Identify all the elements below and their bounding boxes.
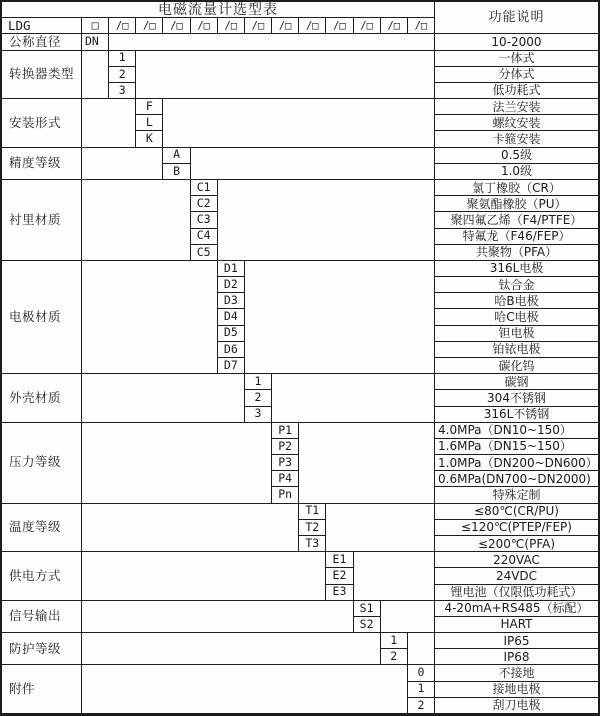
code-cell: 0	[408, 665, 435, 681]
model-code-slash-box: /□	[299, 18, 326, 34]
code-cell: C1	[191, 180, 218, 196]
description-cell: 聚四氟乙烯（F4/PTFE）	[435, 212, 598, 228]
description-cell: 特殊定制	[435, 487, 598, 503]
model-code-slash-box: /□	[163, 18, 190, 34]
category-label: 衬里材质	[2, 180, 82, 261]
description-cell: IP65	[435, 633, 598, 649]
category-label: 温度等级	[2, 504, 82, 553]
description-cell: 一体式	[435, 51, 598, 67]
code-cell: 3	[109, 83, 136, 99]
description-cell: 刮刀电极	[435, 698, 598, 714]
description-cell: 哈B电极	[435, 293, 598, 309]
code-cell: E2	[326, 568, 353, 584]
description-cell: 分体式	[435, 67, 598, 83]
empty-cell	[163, 99, 435, 148]
code-cell: D4	[218, 309, 245, 325]
model-code-slash-box: /□	[272, 18, 299, 34]
empty-cell	[354, 552, 435, 601]
description-cell: 接地电极	[435, 682, 598, 698]
description-cell: ≤200℃(PFA)	[435, 536, 598, 552]
model-code-slash-box: /□	[109, 18, 136, 34]
model-code-slash-box: /□	[381, 18, 408, 34]
code-cell: A	[163, 148, 190, 164]
category-label: 防护等级	[2, 633, 82, 665]
empty-cell	[82, 261, 218, 374]
code-cell: Pn	[272, 487, 299, 503]
description-cell: 0.6MPa(DN700~DN2000)	[435, 471, 598, 487]
description-cell: ≤120℃(PTEP/FEP)	[435, 520, 598, 536]
description-cell: 4-20mA+RS485（标配）	[435, 601, 598, 617]
code-cell: P2	[272, 439, 299, 455]
description-cell: 24VDC	[435, 568, 598, 584]
category-label: 外壳材质	[2, 374, 82, 423]
empty-cell	[191, 148, 435, 180]
code-cell: S2	[354, 617, 381, 633]
empty-cell	[109, 34, 435, 50]
category-label: 公称直径	[2, 34, 82, 50]
code-cell: 2	[381, 649, 408, 665]
empty-cell	[136, 51, 435, 100]
empty-cell	[82, 633, 381, 665]
code-cell: D7	[218, 358, 245, 374]
model-code-slash-box: /□	[218, 18, 245, 34]
code-cell: F	[136, 99, 163, 115]
code-cell: T3	[299, 536, 326, 552]
empty-cell	[82, 504, 299, 553]
model-code-slash-box: /□	[354, 18, 381, 34]
code-cell: E3	[326, 585, 353, 601]
code-cell: 1	[245, 374, 272, 390]
model-code-slash-box: /□	[191, 18, 218, 34]
category-label: 安装形式	[2, 99, 82, 148]
code-cell: D2	[218, 277, 245, 293]
description-cell: 特氟龙（F46/FEP）	[435, 229, 598, 245]
description-cell: ≤80℃(CR/PU)	[435, 504, 598, 520]
description-cell: 碳化钨	[435, 358, 598, 374]
code-cell: T2	[299, 520, 326, 536]
description-cell: 316L电极	[435, 261, 598, 277]
model-code-slash-box: /□	[136, 18, 163, 34]
code-cell: DN	[82, 34, 109, 50]
description-cell: 低功耗式	[435, 83, 598, 99]
code-cell: D5	[218, 326, 245, 342]
description-cell: 法兰安装	[435, 99, 598, 115]
description-cell: 锂电池（仅限低功耗式）	[435, 585, 598, 601]
code-cell: S1	[354, 601, 381, 617]
empty-cell	[82, 601, 354, 633]
empty-cell	[245, 261, 435, 374]
code-cell: P4	[272, 471, 299, 487]
empty-cell	[82, 99, 136, 148]
description-cell: 钽电极	[435, 326, 598, 342]
empty-cell	[82, 665, 408, 714]
description-cell: 不接地	[435, 665, 598, 681]
description-cell: HART	[435, 617, 598, 633]
code-cell: 2	[245, 390, 272, 406]
code-cell: D3	[218, 293, 245, 309]
code-cell: 1	[408, 682, 435, 698]
code-cell: B	[163, 164, 190, 180]
model-code-slash-box: /□	[245, 18, 272, 34]
empty-cell	[326, 504, 435, 553]
description-cell: 316L不锈钢	[435, 407, 598, 423]
code-cell: 2	[408, 698, 435, 714]
model-code-slash-box: /□	[408, 18, 435, 34]
description-cell: 哈C电极	[435, 309, 598, 325]
category-label: 压力等级	[2, 423, 82, 504]
description-cell: 氯丁橡胶（CR）	[435, 180, 598, 196]
empty-cell	[272, 374, 435, 423]
function-column-header: 功能说明	[435, 2, 598, 34]
code-cell: C5	[191, 245, 218, 261]
code-cell: D6	[218, 342, 245, 358]
description-cell: 共聚物（PFA）	[435, 245, 598, 261]
description-cell: 1.0MPa（DN200~DN600）	[435, 455, 598, 471]
empty-cell	[82, 374, 245, 423]
description-cell: 4.0MPa（DN10~150）	[435, 423, 598, 439]
description-cell: IP68	[435, 649, 598, 665]
code-cell: T1	[299, 504, 326, 520]
code-cell: 1	[381, 633, 408, 649]
empty-cell	[82, 552, 326, 601]
code-cell: C4	[191, 229, 218, 245]
description-cell: 铂铱电极	[435, 342, 598, 358]
code-cell: 2	[109, 67, 136, 83]
code-cell: C2	[191, 196, 218, 212]
description-cell: 220VAC	[435, 552, 598, 568]
category-label: 电极材质	[2, 261, 82, 374]
code-cell: D1	[218, 261, 245, 277]
description-cell: 卡箍安装	[435, 131, 598, 147]
model-code-prefix: LDG	[2, 18, 82, 34]
category-label: 附件	[2, 665, 82, 714]
empty-cell	[82, 148, 163, 180]
category-label: 信号输出	[2, 601, 82, 633]
description-cell: 聚氨酯橡胶（PU）	[435, 196, 598, 212]
code-cell: P3	[272, 455, 299, 471]
empty-cell	[82, 423, 272, 504]
code-cell: 3	[245, 407, 272, 423]
description-cell: 10-2000	[435, 34, 598, 50]
code-cell: E1	[326, 552, 353, 568]
empty-cell	[82, 180, 191, 261]
category-label: 供电方式	[2, 552, 82, 601]
description-cell: 0.5级	[435, 148, 598, 164]
category-label: 转换器类型	[2, 51, 82, 100]
code-cell: C3	[191, 212, 218, 228]
description-cell: 1.0级	[435, 164, 598, 180]
description-cell: 304不锈钢	[435, 390, 598, 406]
description-cell: 碳钢	[435, 374, 598, 390]
empty-cell	[381, 601, 435, 633]
model-code-slash-box: /□	[326, 18, 353, 34]
empty-cell	[408, 633, 435, 665]
code-cell: 1	[109, 51, 136, 67]
code-cell: L	[136, 115, 163, 131]
code-cell: P1	[272, 423, 299, 439]
code-cell: K	[136, 131, 163, 147]
description-cell: 1.6MPa（DN15~150）	[435, 439, 598, 455]
model-code-box: □	[82, 18, 109, 34]
table-title: 电磁流量计选型表	[2, 2, 435, 18]
description-cell: 螺纹安装	[435, 115, 598, 131]
empty-cell	[218, 180, 435, 261]
category-label: 精度等级	[2, 148, 82, 180]
empty-cell	[82, 51, 109, 100]
description-cell: 钛合金	[435, 277, 598, 293]
empty-cell	[299, 423, 435, 504]
